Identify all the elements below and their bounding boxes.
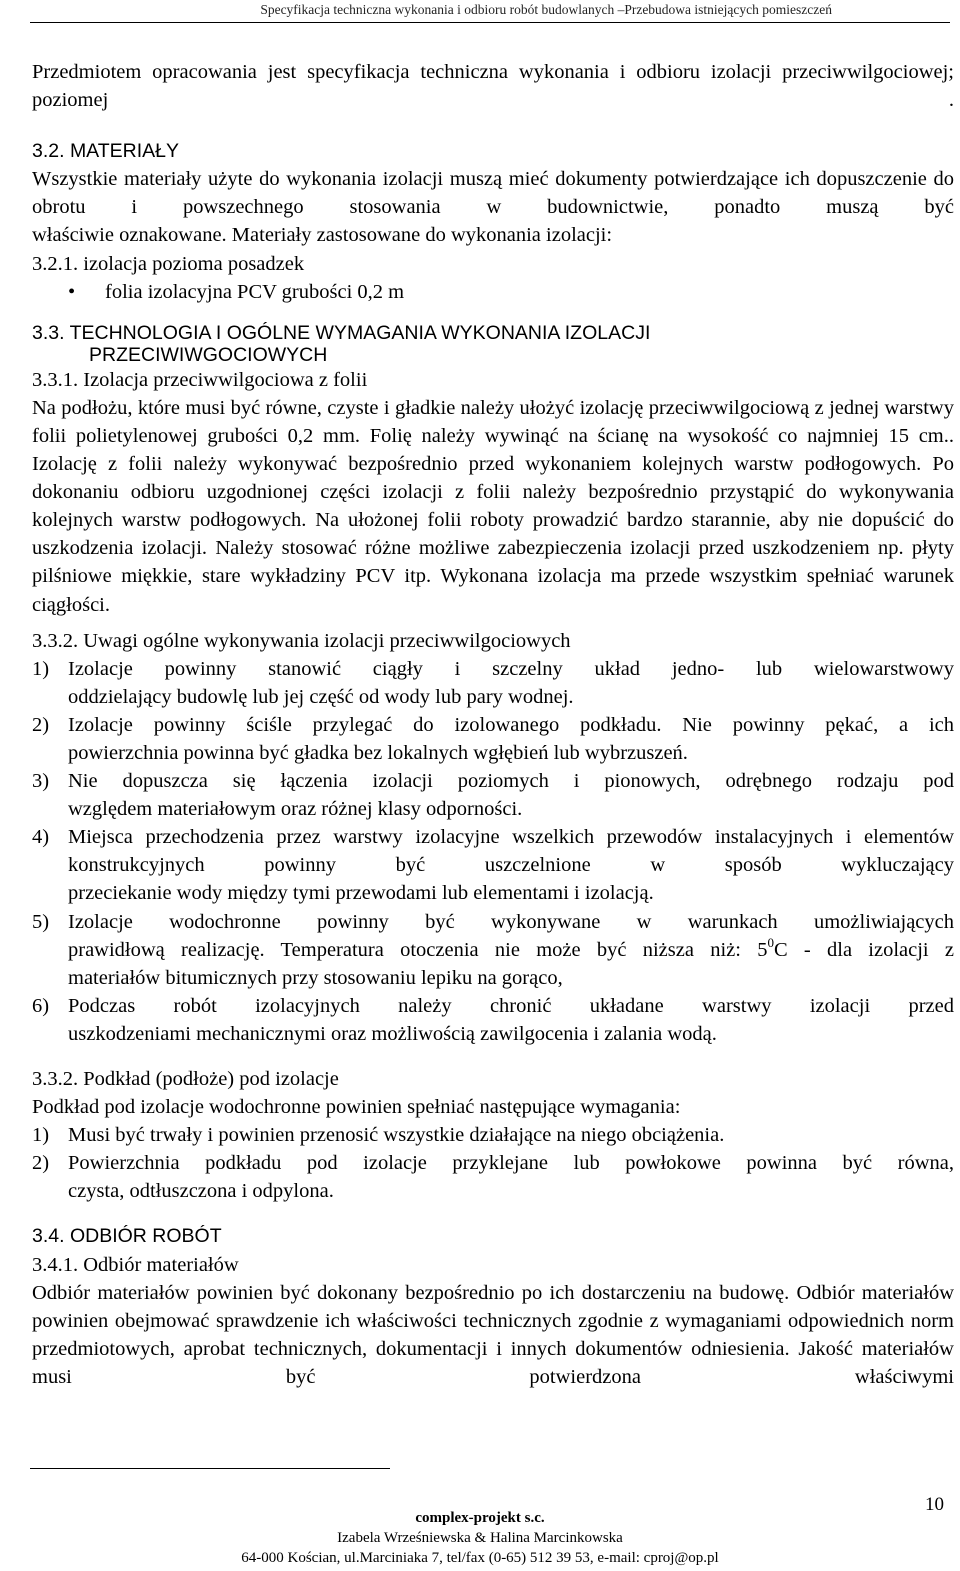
subsection-3-3-1: 3.3.1. Izolacja przeciwwilgociowa z folii bbox=[32, 368, 368, 391]
substrate-paragraph: Podkład pod izolacje wodochronne powinien spełniać następujące wymagania: bbox=[32, 1096, 681, 1119]
subsection-3-2-1: 3.2.1. izolacja pozioma posadzek bbox=[32, 252, 305, 275]
materials-paragraph: Wszystkie materiały użyte do wykonania izolacji muszą mieć dokumenty potwierdzające ich dopuszczenie do obrotu i powszechnego stosowania w budownictwie, ponadto muszą być bbox=[32, 168, 954, 219]
page-header: Specyfikacja techniczna wykonania i odbioru robót budowlanych –Przebudowa istniejących pomieszczeń bbox=[260, 2, 832, 17]
footer-address: 64-000 Kościan, ul.Marciniaka 7, tel/fax (0-65) 512 39 53, e-mail: cproj@op.pl bbox=[241, 1550, 719, 1566]
materials-paragraph-end: właściwie oznakowane. Materiały zastosowane do wykonania izolacji: bbox=[32, 224, 613, 247]
acceptance-paragraph: Odbiór materiałów powinien być dokonany bezpośrednio po ich dostarczeniu na budowę. Odbiór materiałów powinien obejmować sprawdzenie ich właściwości technicznych zgodnie z wymaganiami odpowiednich norm przedmiotowych, aprobat technicznych, dokumentacji i innych dokumentów odniesienia. Jakość materiałów musi być potwierdzona właściwymi bbox=[32, 1281, 954, 1388]
list-item: 6) Podczas robót izolacyjnych należy chronić układane warstwy izolacji przed uszkodzeniami mechanicznymi oraz możliwością zawilgocenia i zalania wodą. bbox=[32, 994, 954, 1045]
page-number: 10 bbox=[925, 1494, 944, 1515]
list-item: 2) Powierzchnia podkładu pod izolacje przyklejane lub powłokowe powinna być równa, czysta, odtłuszczona i odpylona. bbox=[32, 1152, 954, 1203]
list-item: 3) Nie dopuszcza się łączenia izolacji poziomych i pionowych, odrębnego rodzaju pod względem materiałowym oraz różnej klasy odporności. bbox=[32, 770, 954, 821]
bullet-icon: • bbox=[68, 280, 76, 303]
subsection-3-3-2: 3.3.2. Uwagi ogólne wykonywania izolacji przeciwwilgociowych bbox=[32, 629, 571, 652]
subsection-3-4-1: 3.4.1. Odbiór materiałów bbox=[32, 1253, 239, 1276]
list-item: 2) Izolacje powinny ściśle przylegać do izolowanego podkładu. Nie powinny pękać, a ich powierzchnia powinna być gładka bez lokalnych wgłębień lub wybrzuszeń. bbox=[32, 713, 954, 764]
page-footer bbox=[0, 1508, 960, 1568]
intro-paragraph: Przedmiotem opracowania jest specyfikacja techniczna wykonania i odbioru izolacji przeciwwilgociowej; poziomej . bbox=[32, 61, 954, 112]
section-heading-acceptance: 3.4. ODBIÓR ROBÓT bbox=[32, 1225, 222, 1248]
list-item: 4) Miejsca przechodzenia przez warstwy izolacyjne wszelkich przewodów instalacyjnych i elementów konstrukcyjnych powinny być uszczelnione w sposób wykluczający przeciekanie wody między tymi przewodami lub elementami i izolacją. bbox=[32, 826, 954, 905]
footer-company: complex-projekt s.c. bbox=[415, 1510, 545, 1526]
list-item: 1) Izolacje powinny stanowić ciągły i szczelny układ jedno- lub wielowarstwowy oddzielający budowlę lub jej część od wody lub pary wodnej. bbox=[32, 657, 954, 708]
list-item: 1) Musi być trwały i powinien przenosić wszystkie działające na niego obciążenia. bbox=[32, 1124, 725, 1147]
bullet-item: • folia izolacyjna PCV grubości 0,2 m bbox=[32, 278, 954, 306]
remarks-list bbox=[32, 655, 954, 908]
foil-paragraph: Na podłożu, które musi być równe, czyste i gładkie należy ułożyć izolację przeciwwilgociową z jednej warstwy folii polietylenowej grubości 0,2 mm. Folię należy wywinąć na ścianę na wysokość co najmniej 15 cm.. Izolację z folii należy wykonywać bezpośrednio przed wykonaniem kolejnych warstw podłogowych. Po dokonaniu odbioru uzgodnionej części izolacji z folii należy bezpośrednio przystąpić do wykonywania kolejnych warstw podłogowych. Na ułożonej folii roboty prowadzić bardzo starannie, aby nie dopuścić do uszkodzenia izolacji. Należy stosować różne możliwe zabezpieczenia izolacji przed uszkodzeniem np. płyty pilśniowe miękkie, stare wykładziny PCV itp. Wykonana izolacja ma przede wszystkim spełniać warunek ciągłości. bbox=[32, 396, 955, 616]
list-item: 5) Izolacje wodochronne powinny być wykonywane w warunkach umożliwiających prawidłową realizację. Temperatura otoczenia nie może być niższa niż: $5^0C$ - dla izolacji z materiałów bitumicznych przy stosowaniu lepiku na gorąco, bbox=[32, 910, 954, 989]
section-heading-technology: 3.3. TECHNOLOGIA I OGÓLNE WYMAGANIA WYKONANIA IZOLACJI PRZECIWIWGOCIOWYCH bbox=[32, 321, 651, 366]
substrate-list bbox=[32, 1121, 954, 1205]
document-body bbox=[32, 58, 954, 1391]
footer-rule bbox=[30, 1468, 390, 1469]
footer-names: Izabela Wrześniewska & Halina Marcinkowska bbox=[337, 1530, 623, 1546]
section-heading-materials: 3.2. MATERIAŁY bbox=[32, 140, 180, 163]
subsection-substrate: 3.3.2. Podkład (podłoże) pod izolacje bbox=[32, 1068, 339, 1090]
header-rule bbox=[30, 22, 950, 23]
